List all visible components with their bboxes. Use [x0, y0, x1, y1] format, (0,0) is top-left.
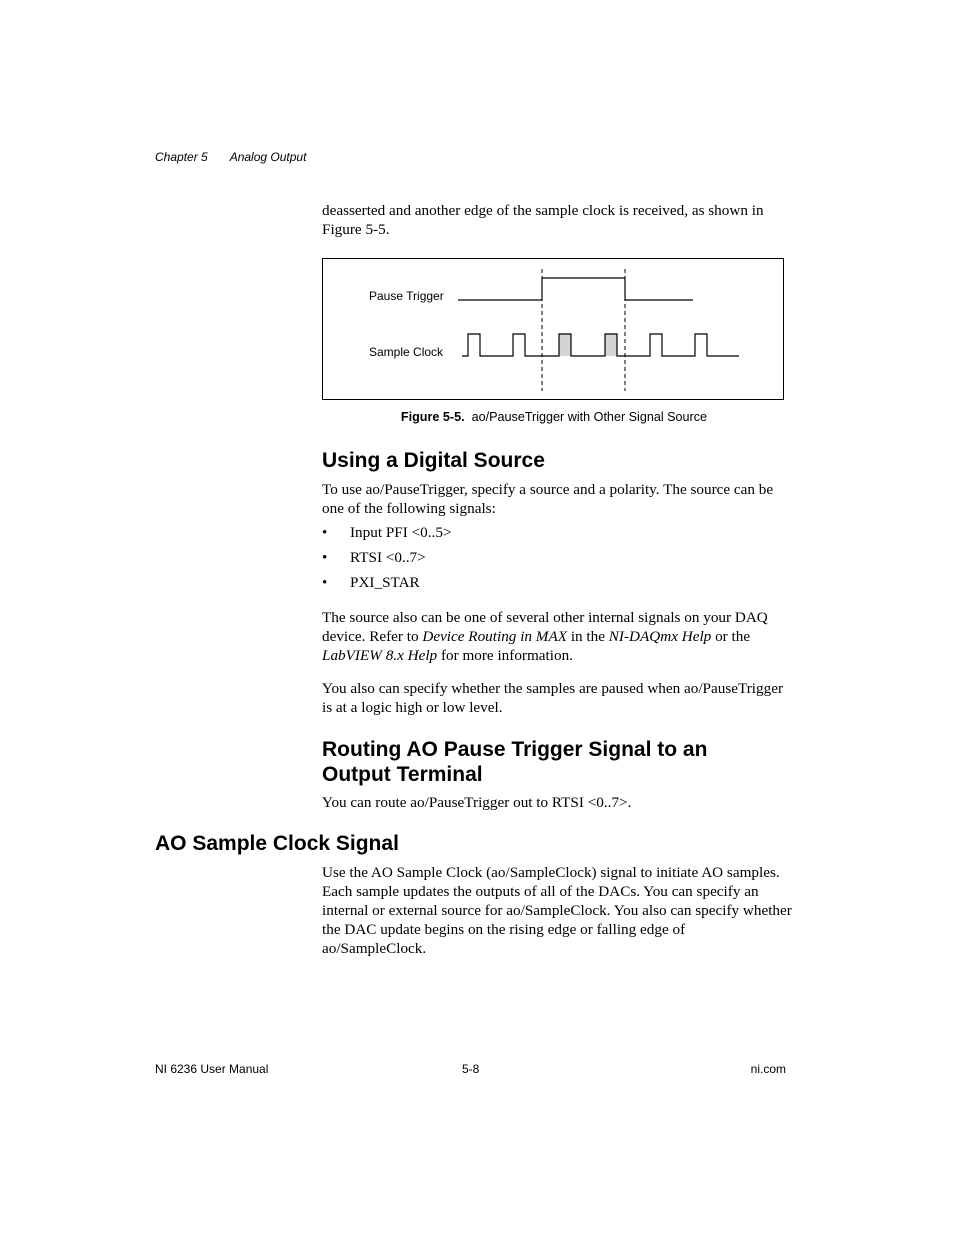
heading-sample-clock: AO Sample Clock Signal [155, 832, 399, 855]
list-item-text: PXI_STAR [350, 574, 420, 591]
routing-text: You can route ao/PauseTrigger out to RTSI <0..7>. [322, 794, 632, 811]
pause-trigger-waveform [458, 278, 693, 300]
pause-trigger-label: Pause Trigger [369, 289, 444, 303]
figure-caption [322, 410, 786, 424]
list-item [322, 573, 792, 598]
sample-clock-waveform [462, 334, 739, 356]
section-label: Analog Output [229, 150, 307, 164]
intro-paragraph: deasserted and another edge of the sample clock is received, as shown in Figure 5-5. [322, 202, 764, 238]
digital-source-intro: To use ao/PauseTrigger, specify a source and a polarity. The source can be one of the following signals: [322, 481, 774, 517]
sample-clock-text: Use the AO Sample Clock (ao/SampleClock) signal to initiate AO samples. Each sample updates the outputs of all of the DACs. You can specify an internal or external source for ao/SampleClock. You also can specify whether the DAC update begins on the rising edge or falling edge of ao/SampleClock. [322, 864, 792, 957]
bullet-symbol: • [322, 549, 328, 566]
paused-pulse-1 [559, 334, 571, 356]
timing-diagram-svg [323, 259, 785, 401]
figure-number: Figure 5-5. [400, 410, 465, 424]
list-item [322, 548, 792, 573]
signal-list [322, 523, 792, 598]
ref-labview-help: LabVIEW 8.x Help [322, 647, 438, 664]
footer-website: ni.com [750, 1062, 786, 1076]
timing-diagram [322, 258, 784, 400]
digital-source-para2: The source also can be one of several other internal signals on your DAQ device. Refer to Device Routing in MAX in the NI-DAQmx Help or the LabVIEW 8.x Help for more information. [322, 609, 768, 664]
ref-daqmx-help: NI-DAQmx Help [608, 628, 712, 645]
figure-caption-text: ao/PauseTrigger with Other Signal Source [471, 410, 708, 424]
footer-manual-title: NI 6236 User Manual [155, 1062, 269, 1076]
link-device-routing: Device Routing in MAX [422, 628, 568, 645]
digital-source-para3: You also can specify whether the samples are paused when ao/PauseTrigger is at a logic high or low level. [322, 680, 783, 716]
list-item [322, 523, 792, 548]
heading-routing: Routing AO Pause Trigger Signal to an Output Terminal [322, 738, 708, 786]
sample-clock-label: Sample Clock [369, 345, 444, 359]
chapter-label: Chapter 5 [155, 150, 208, 164]
bullet-symbol: • [322, 574, 328, 591]
paused-pulse-2 [605, 334, 617, 356]
bullet-symbol: • [322, 524, 328, 541]
running-header [155, 150, 306, 164]
list-item-text: RTSI <0..7> [350, 549, 426, 566]
list-item-text: Input PFI <0..5> [350, 524, 452, 541]
heading-digital-source: Using a Digital Source [322, 449, 545, 472]
footer-page-number: 5-8 [462, 1062, 480, 1076]
